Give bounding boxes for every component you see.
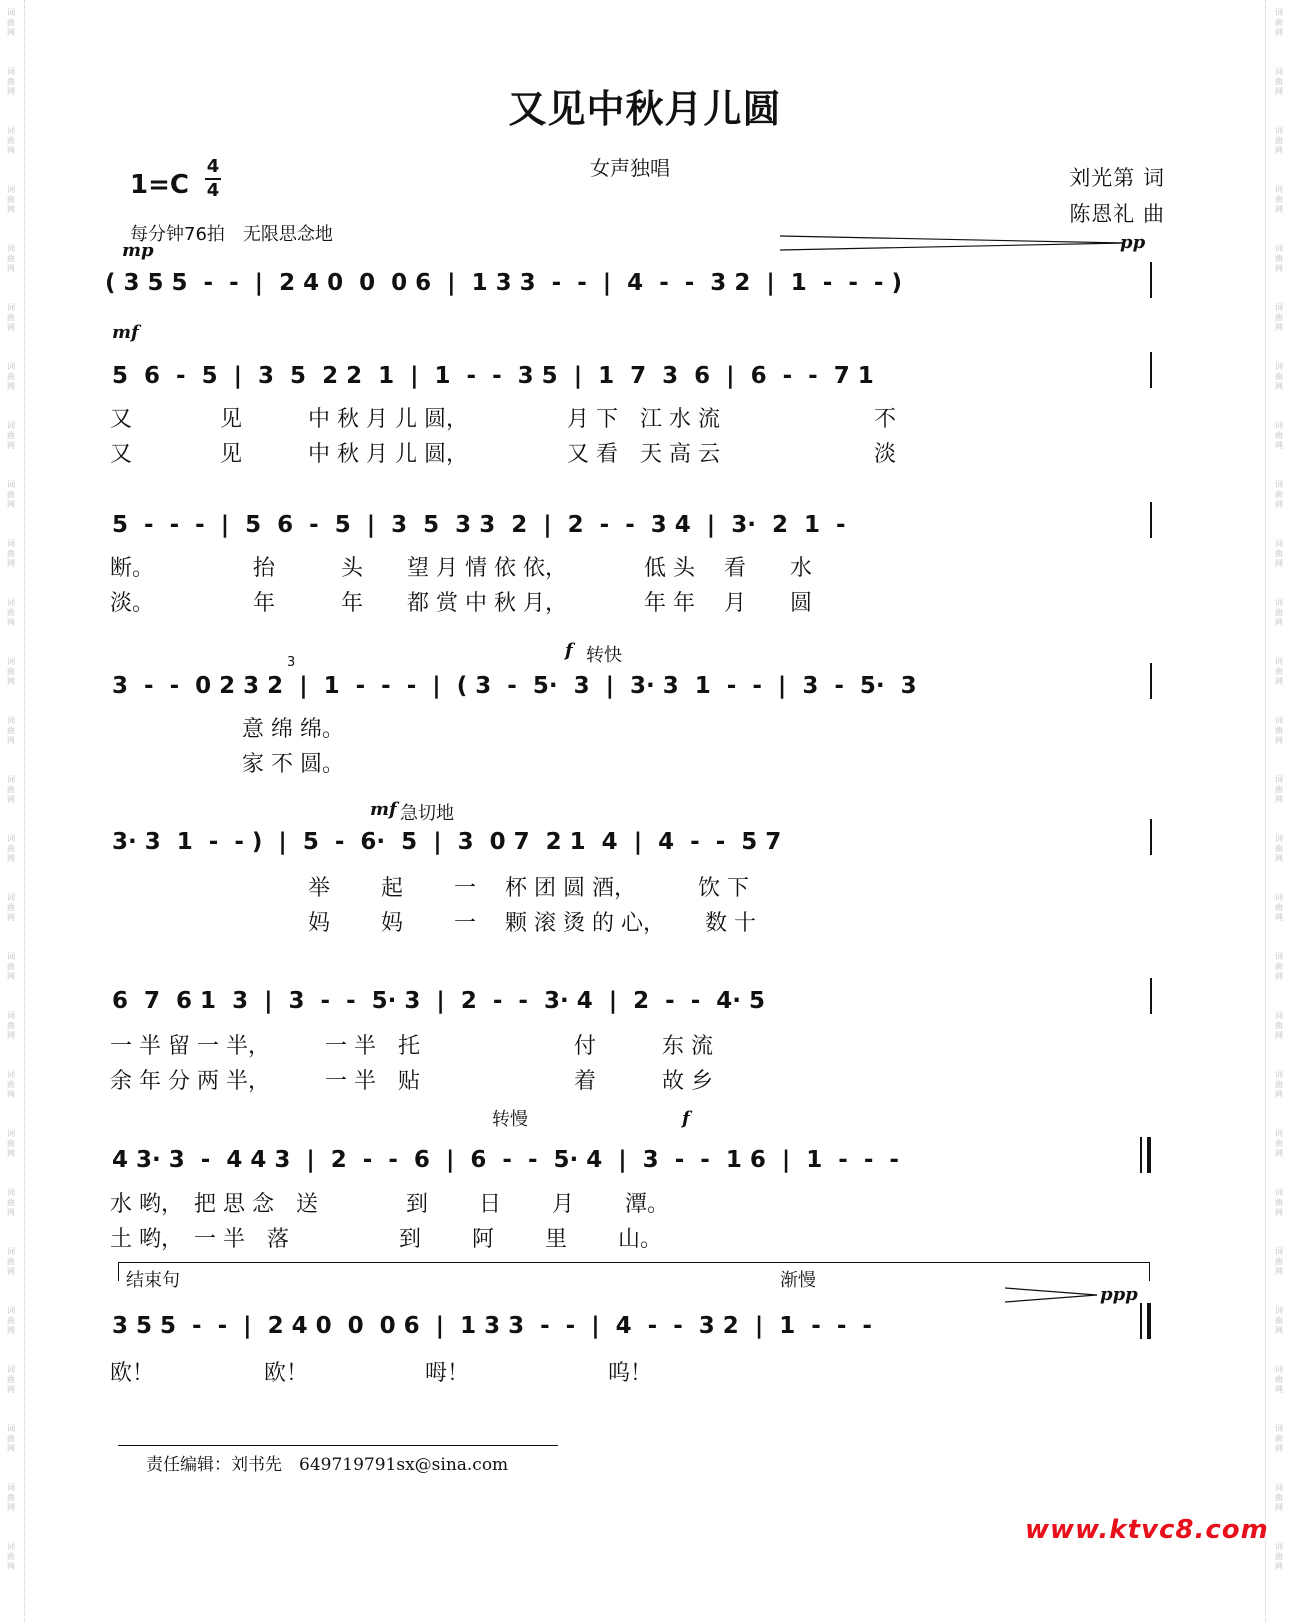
watermark-text: 词 曲 网 [1275,185,1283,214]
watermark-text: 词 曲 网 [1275,67,1283,96]
composer-credit: 陈恩礼 曲 [1069,202,1165,226]
lyric-line-8: 欧！ 欧！ 呣！ 呜！ [110,1361,652,1386]
watermark-text: 词 曲 网 [1275,775,1283,804]
watermark-text: 词 曲 网 [7,1542,15,1571]
watermark-text: 词 曲 网 [1275,303,1283,332]
lyric-line-5-verse-1: 举 起 一 杯 团 圆 酒， 饮 下 [110,876,749,901]
watermark-text: 词 曲 网 [1275,834,1283,863]
watermark-text: 词 曲 网 [7,480,15,509]
watermark-text: 词 曲 网 [7,1129,15,1158]
watermark-text: 词 曲 网 [1275,8,1283,37]
watermark-text: 词 曲 网 [7,834,15,863]
lyric-line-3-verse-1: 断。 抬 头 望 月 情 依 依， 低 头 看 水 [110,556,812,581]
watermark-text: 词 曲 网 [1275,716,1283,745]
barline [1150,978,1152,1014]
right-dotted-border [1265,0,1267,1622]
repeat-barline [1140,1137,1142,1173]
watermark-text: 词 曲 网 [7,67,15,96]
lyric-line-7-verse-1: 水 哟， 把 思 念 送 到 日 月 潭。 [110,1192,669,1217]
watermark-text: 词 曲 网 [7,1011,15,1040]
lyricist-credit: 刘光第 词 [1069,166,1165,190]
watermark-text: 词 曲 网 [1275,362,1283,391]
watermark-text: 词 曲 网 [7,952,15,981]
dynamic-f: f [682,1108,690,1129]
notation-line-6: 6 7 6 1 3 | 3 - - 5· 3 | 2 - - 3· 4 | 2 - - 4· 5 [112,988,766,1014]
footer-rule [118,1445,558,1446]
repeat-barline-thick [1147,1137,1151,1173]
watermark-text: 词 曲 网 [7,716,15,745]
lyric-line-4-verse-1: 意 绵 绵。 [110,717,344,742]
lyric-line-6-verse-1: 一 半 留 一 半， 一 半 托 付 东 流 [110,1034,713,1059]
lyric-line-2-verse-2: 又 见 中 秋 月 儿 圆， 又 看 天 高 云 淡 [110,442,896,467]
gradual-slow-mark: 渐慢 [780,1270,816,1291]
watermark-text: 词 曲 网 [1275,1070,1283,1099]
lyric-line-2-verse-1: 又 见 中 秋 月 儿 圆， 月 下 江 水 流 不 [110,407,896,432]
dynamic-mf: mf [370,799,397,820]
watermark-text: 词 曲 网 [7,539,15,568]
watermark-text: 词 曲 网 [7,1070,15,1099]
expression-urgent: 急切地 [400,803,454,824]
watermark-text: 词 曲 网 [7,1424,15,1453]
watermark-text: 词 曲 网 [1275,598,1283,627]
watermark-text: 词 曲 网 [1275,1011,1283,1040]
watermark-text: 词 曲 网 [1275,657,1283,686]
final-barline [1140,1303,1142,1339]
ending-label: 结束句 [126,1270,180,1291]
final-barline-thick [1147,1303,1151,1339]
performance-type: 女声独唱 [590,156,670,180]
watermark-text: 词 曲 网 [7,598,15,627]
watermark-text: 词 曲 网 [1275,1424,1283,1453]
lyric-line-5-verse-2: 妈 妈 一 颗 滚 烫 的 心， 数 十 [110,911,756,936]
watermark-text: 词 曲 网 [1275,1483,1283,1512]
watermark-text: 词 曲 网 [7,362,15,391]
watermark-text: 词 曲 网 [7,1247,15,1276]
watermark-text: 词 曲 网 [7,8,15,37]
dynamic-mf: mf [112,322,139,343]
notation-line-7: 4 3· 3 - 4 4 3 | 2 - - 6 | 6 - - 5· 4 | 3 - - 1 6 | 1 - - - [112,1147,899,1173]
watermark-text: 词 曲 网 [1275,952,1283,981]
lyric-line-3-verse-2: 淡。 年 年 都 赏 中 秋 月， 年 年 月 圆 [110,591,812,616]
watermark-text: 词 曲 网 [7,1306,15,1335]
time-signature: 4 4 [206,156,220,201]
triplet-mark: 3 [287,655,296,670]
watermark-text: 词 曲 网 [7,657,15,686]
watermark-text: 词 曲 网 [7,1483,15,1512]
barline [1150,502,1152,538]
watermark-text: 词 曲 网 [1275,1188,1283,1217]
barline [1150,663,1152,699]
watermark-text: 词 曲 网 [7,126,15,155]
watermark-text: 词 曲 网 [1275,539,1283,568]
notation-line-8: 3 5 5 - - | 2 4 0 0 0 6 | 1 3 3 - - | 4 - - 3 2 | 1 - - - [112,1313,872,1339]
watermark-text: 词 曲 网 [7,775,15,804]
watermark-text: 词 曲 网 [1275,1306,1283,1335]
notation-line-4: 3 - - 0 2 3 2 | 1 - - - | ( 3 - 5· 3 | 3· 3 1 - - | 3 - 5· 3 [112,673,917,699]
barline [1150,352,1152,388]
watermark-text: 词 曲 网 [7,244,15,273]
watermark-text: 词 曲 网 [7,421,15,450]
watermark-text: 词 曲 网 [1275,1247,1283,1276]
tempo-marking: 每分钟76拍 无限思念地 [130,224,333,245]
notation-line-5: 3· 3 1 - - ) | 5 - 6· 5 | 3 0 7 2 1 4 | 4 - - 5 7 [112,829,782,855]
site-logo[interactable]: www.ktvc8.com [1025,1515,1269,1545]
notation-line-2: 5 6 - 5 | 3 5 2 2 1 | 1 - - 3 5 | 1 7 3 6 | 6 - - 7 1 [112,363,874,389]
ending-bracket [118,1262,1150,1281]
barline [1150,262,1152,298]
tempo-change-faster: 转快 [586,645,622,666]
watermark-text: 词 曲 网 [1275,893,1283,922]
song-title: 又见中秋月儿圆 [508,86,782,131]
watermark-text: 词 曲 网 [7,1365,15,1394]
watermark-text: 词 曲 网 [1275,1365,1283,1394]
dynamic-mp: mp [122,240,154,261]
lyric-line-6-verse-2: 余 年 分 两 半， 一 半 贴 着 故 乡 [110,1069,713,1094]
watermark-text: 词 曲 网 [1275,421,1283,450]
key-signature: 1=C [130,170,189,200]
left-dotted-border [24,0,26,1622]
dynamic-f: f [565,640,573,661]
watermark-text: 词 曲 网 [1275,1542,1283,1571]
watermark-text: 词 曲 网 [1275,480,1283,509]
dynamic-ppp: ppp [1100,1284,1138,1305]
watermark-text: 词 曲 网 [7,893,15,922]
notation-line-1: ( 3 5 5 - - | 2 4 0 0 0 6 | 1 3 3 - - | 4 - - 3 2 | 1 - - - ) [105,270,902,296]
tempo-change-slower: 转慢 [492,1109,528,1130]
watermark-text: 词 曲 网 [1275,126,1283,155]
lyric-line-7-verse-2: 土 哟， 一 半 落 到 阿 里 山。 [110,1227,662,1252]
diminuendo-hairpin-end [1005,1286,1100,1304]
watermark-text: 词 曲 网 [7,303,15,332]
watermark-text: 词 曲 网 [7,185,15,214]
lyric-line-4-verse-2: 家 不 圆。 [110,752,344,777]
dynamic-pp: pp [1120,232,1146,253]
diminuendo-hairpin [780,234,1130,252]
watermark-text: 词 曲 网 [1275,244,1283,273]
watermark-text: 词 曲 网 [1275,1129,1283,1158]
editor-credit: 责任编辑：刘书先 649719791sx@sina.com [146,1455,509,1475]
notation-line-3: 5 - - - | 5 6 - 5 | 3 5 3 3 2 | 2 - - 3 4 | 3· 2 1 - [112,512,846,538]
watermark-text: 词 曲 网 [7,1188,15,1217]
barline [1150,819,1152,855]
